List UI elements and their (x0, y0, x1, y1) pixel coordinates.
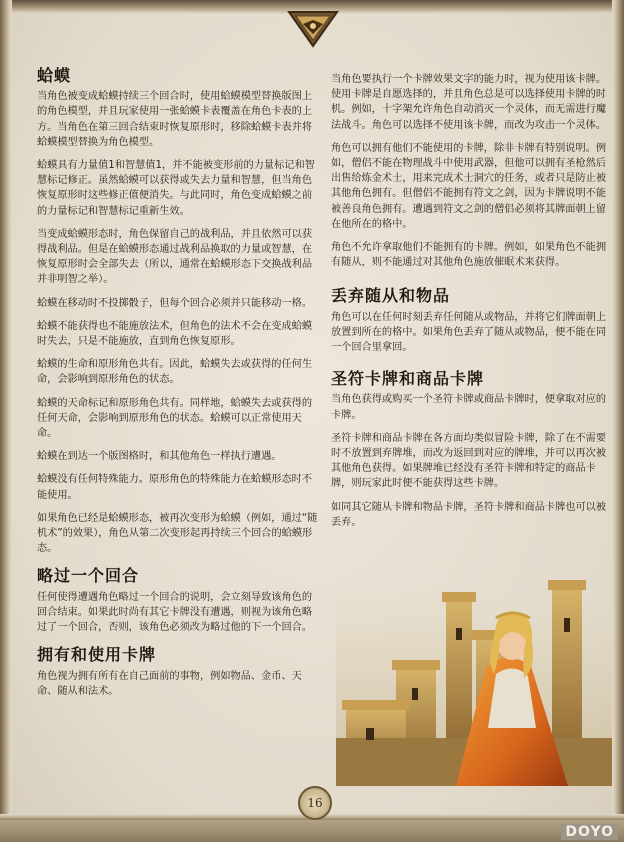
paragraph: 蛤蟆的生命和原形角色共有。因此，蛤蟆失去或获得的任何生命，会影响到原形角色的状态。 (37, 359, 313, 386)
right-column (331, 72, 611, 542)
paragraph: 蛤蟆在到达一个版图格时，和其他角色一样执行遭遇。 (37, 451, 282, 463)
triangle-emblem-icon (285, 6, 341, 50)
paragraph: 蛤蟆没有任何特殊能力。原形角色的特殊能力在蛤蟆形态时不能使用。 (37, 474, 313, 501)
paragraph: 圣符卡牌和商品卡牌在各方面均类似冒险卡牌，除了在不需要时不放置到弃牌堆，而改为返回到对应的牌堆，并可以再次被其他角色获得。如果牌堆已经没有圣符卡牌和特定的商品卡牌，则玩家此时便不能获得这些卡牌。 (331, 432, 607, 490)
section-heading: 拥有和使用卡牌 (37, 645, 157, 665)
paragraph: 任何使得遭遇角色略过一个回合的说明，会立刻导致该角色的回合结束。如果此时尚有其它卡牌没有遭遇，则视为该角色略过了一个回合，否则，该角色必须改为略过他的下一个回合。 (37, 591, 313, 634)
right-border (612, 0, 624, 842)
paragraph: 当角色获得或购买一个圣符卡牌或商品卡牌时，便拿取对应的卡牌。 (331, 394, 607, 421)
paragraph: 蛤蟆的天命标记和原形角色共有。同样地，蛤蟆失去或获得的任何天命，会影响到原形角色的状态。蛤蟆可以正常使用天命。 (37, 397, 313, 440)
paragraph: 蛤蟆不能获得也不能施放法术，但角色的法术不会在变成蛤蟆时失去，只是不能施放，直到角色恢复原形。 (37, 320, 313, 348)
left-border (0, 0, 12, 842)
paragraph: 角色可以拥有他们不能使用的卡牌，除非卡牌有特别说明。例如，僧侣不能在物理战斗中使用武器，但他可以拥有圣枪然后出售给炼金术士，用来完成术士洞穴的任务，或者只是防止被其他角色拥有。但僧侣不能拥有符文之剑，因为卡牌说明不能被善良角色拥有。遭遇到符文之剑的僧侣必须将其牌面朝上留在他所在的格中。 (331, 142, 607, 230)
section-discard (331, 288, 611, 355)
section-heading: 蛤蟆 (37, 66, 72, 85)
paragraph: 角色视为拥有所有在自己面前的事物，例如物品、金币、天命、随从和法术。 (37, 670, 302, 697)
paragraph: 当角色被变成蛤蟆持续三个回合时，使用蛤蟆模型替换版图上的角色模型，并且玩家使用一张蛤蟆卡表覆盖在角色卡表的上方。当角色在第三回合结束时恢复原形时，移除蛤蟆卡表并将蛤蟆模型替换为角色模型。 (37, 91, 313, 148)
paragraph: 当变成蛤蟆形态时，角色保留自己的战利品，并且依然可以获得战利品。但是在蛤蟆形态通过战利品换取的力量或智慧，在恢复原形时会全部失去（所以，通常在蛤蟆形态下交换战利品并非明智之举）。 (37, 228, 313, 286)
paragraph: 如同其它随从卡牌和物品卡牌，圣符卡牌和商品卡牌也可以被丢弃。 (331, 501, 607, 528)
section-skip-turn (37, 568, 319, 635)
section-toad (37, 68, 319, 556)
section-heading: 略过一个回合 (37, 566, 140, 586)
section-owning-cards (37, 647, 319, 699)
paragraph: 角色可以在任何时刻丢弃任何随从或物品，并将它们牌面朝上放置到所在的格中。如果角色丢弃了随从或物品，便不能在同一个回合里拿回。 (331, 311, 607, 354)
left-column (37, 68, 319, 711)
section-heading: 圣符卡牌和商品卡牌 (331, 369, 485, 389)
princess-castle-illustration (336, 578, 612, 786)
watermark-logo: DOYO (561, 824, 618, 840)
section-talisman-cards (331, 371, 611, 530)
paragraph: 如果角色已经是蛤蟆形态，被再次变形为蛤蟆（例如，通过“随机术”的效果），角色从第二次变形起再持续三个回合的蛤蟆形态。 (37, 512, 318, 555)
paragraph: 蛤蟆在移动时不投掷骰子，但每个回合必须并只能移动一格。 (37, 297, 313, 309)
page-number: 16 (298, 786, 332, 820)
section-heading: 丢弃随从和物品 (331, 286, 451, 306)
paragraph: 角色不允许拿取他们不能拥有的卡牌。例如，如果角色不能拥有随从，则不能通过对其他角色施放催眠术来获得。 (331, 242, 607, 269)
paragraph: 蛤蟆具有力量值1和智慧值1，并不能被变形前的力量标记和智慧标记修正。虽然蛤蟆可以获得或失去力量和智慧，但当角色恢复原形时这些修正值便消失。与此同时，角色变成蛤蟆之前的力量标记和智慧标记重新生效。 (37, 160, 315, 217)
bottom-bar (0, 820, 624, 842)
section-using-cards-continued (331, 72, 611, 270)
paragraph: 当角色要执行一个卡牌效果文字的能力时，视为使用该卡牌。使用卡牌是自愿选择的，并且角色总是可以选择使用卡牌的时机。例如，十字架允许角色自动消灭一个灵体，而无需进行魔法战斗。角色可以选择不使用该卡牌，而改为攻击一个灵体。 (331, 74, 607, 131)
